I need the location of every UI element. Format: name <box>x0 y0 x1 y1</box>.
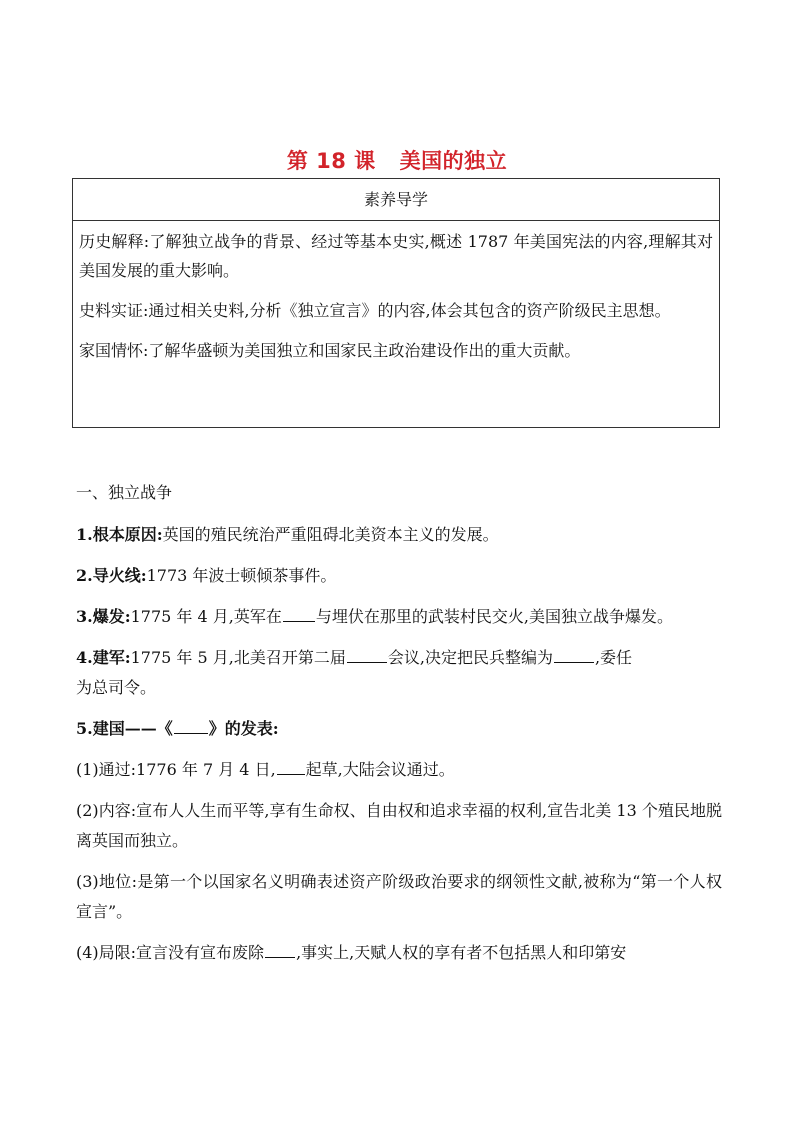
lesson-number: 第 18 课 <box>286 149 376 173</box>
item-text: 与埋伏在那里的武装村民交火,美国独立战争爆发。 <box>315 607 673 626</box>
item-founding <box>76 714 722 744</box>
fill-blank[interactable] <box>174 717 208 734</box>
item-text: 1775 年 5 月,北美召开第二届 <box>130 648 346 667</box>
item-label: 》的发表: <box>208 719 279 738</box>
section-heading: 一、独立战争 <box>76 483 173 502</box>
main-content <box>76 478 722 979</box>
literacy-guide-box <box>72 178 720 428</box>
subitem-status: (3)地位:是第一个以国家名义明确表述资产阶级政治要求的纲领性文献,被称为“第一个人权宣言”。 <box>76 872 722 921</box>
page-title <box>0 145 794 175</box>
item-label: 5.建国——《 <box>76 719 173 738</box>
item-label: 1.根本原因: <box>76 525 163 544</box>
item-text: 1775 年 4 月,英军在 <box>130 607 282 626</box>
lesson-name: 美国的独立 <box>399 149 508 173</box>
item-root-cause <box>76 520 722 550</box>
literacy-guide-header: 素养导学 <box>73 179 719 221</box>
item-outbreak <box>76 602 722 632</box>
item-army <box>76 643 722 703</box>
fill-blank[interactable] <box>277 758 305 775</box>
literacy-guide-body <box>73 221 719 365</box>
subitem-passage <box>76 755 722 785</box>
item-label: 2.导火线: <box>76 566 147 585</box>
literacy-item-patriotism: 家国情怀:了解华盛顿为美国独立和国家民主政治建设作出的重大贡献。 <box>79 341 581 360</box>
fill-blank[interactable] <box>347 646 387 663</box>
literacy-item-evidence: 史料实证:通过相关史料,分析《独立宣言》的内容,体会其包含的资产阶级民主思想。 <box>79 301 671 320</box>
item-text: (1)通过:1776 年 7 月 4 日, <box>76 760 276 779</box>
item-text: ,委任 <box>594 648 633 667</box>
fill-blank[interactable] <box>554 646 594 663</box>
fill-blank[interactable] <box>283 605 315 622</box>
item-text: 为总司令。 <box>76 678 157 697</box>
item-text: 起草,大陆会议通过。 <box>305 760 455 779</box>
item-text: ,事实上,天赋人权的享有者不包括黑人和印第安 <box>296 943 627 962</box>
item-label: 3.爆发: <box>76 607 131 626</box>
item-text: (4)局限:宣言没有宣布废除 <box>76 943 265 962</box>
fill-blank[interactable] <box>265 941 295 958</box>
item-text: 英国的殖民统治严重阻碍北美资本主义的发展。 <box>162 525 499 544</box>
item-label: 4.建军: <box>76 648 131 667</box>
subitem-limitation <box>76 938 722 968</box>
literacy-item-history-interpretation: 历史解释:了解独立战争的背景、经过等基本史实,概述 1787 年美国宪法的内容,理解其对美国发展的重大影响。 <box>79 232 713 280</box>
subitem-content: (2)内容:宣布人人生而平等,享有生命权、自由权和追求幸福的权利,宣告北美 13 个殖民地脱离英国而独立。 <box>76 801 722 850</box>
item-text: 1773 年波士顿倾茶事件。 <box>146 566 337 585</box>
item-trigger <box>76 561 722 591</box>
item-text: 会议,决定把民兵整编为 <box>387 648 553 667</box>
